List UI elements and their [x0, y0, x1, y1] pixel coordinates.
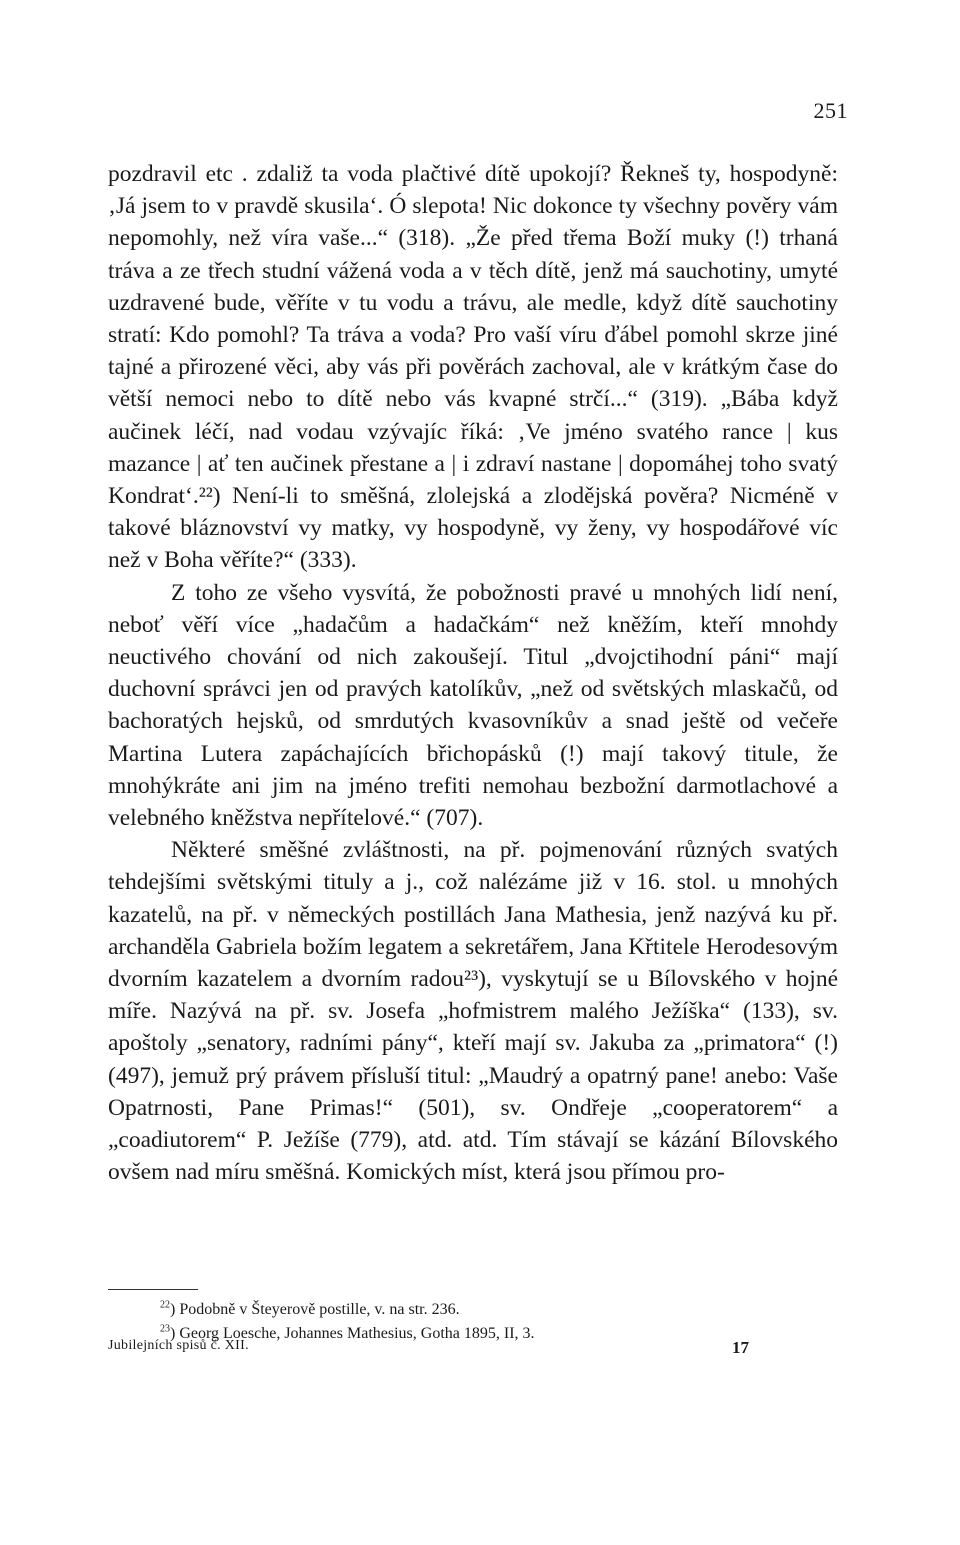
body-text [108, 158, 838, 1189]
footnote-divider [108, 1289, 198, 1290]
page-number: 251 [813, 98, 848, 123]
sheet-number: 17 [732, 1338, 749, 1357]
paragraph-1: pozdravil etc . zdaliž ta voda plačtivé dítě upokojí? Řekneš ty, hospodyně: ‚Já jsem to v pravdě skusila‘. Ó slepota! Nic dokonce ty všechny pověry vám nepomohly, než víra vaše...“ (318). „Že před třema Boží muky (!) trhaná tráva a ze třech studní vážená voda a v těch dítě, jenž má sauchotiny, umyté uzdravené bude, věříte v tu vodu a trávu, ale medle, když dítě sauchotiny stratí: Kdo pomohl? Ta tráva a voda? Pro vaší víru ďábel pomohl skrze jiné tajné a přirozené věci, aby vás při pověrách zachoval, ale v krátkým čase do větší nemoci nebo to dítě nebo vás kvapné strčí...“ (319). „Bába když aučinek léčí, nad vodau vzývajíc říká: ‚Ve jméno svatého rance | kus mazance | ať ten aučinek přestane a | i zdraví nastane | dopomáhej toho svatý Kondrat‘.²²) Není-li to směšná, zlolejská a zlodějská pověra? Nicméně v takové bláznovství vy matky, vy hospodyně, vy ženy, vy hospodářové víc než v Boha věříte?“ (333). [108, 161, 838, 574]
paragraph-3: Některé směšné zvláštnosti, na př. pojmenování různých svatých tehdejšími světskými tituly a j., což nalézáme již v 16. stol. u mnohých kazatelů, na př. v německých postillách Jana Mathesia, jenž nazývá ku př. archanděla Gabriela božím legatem a sekretářem, Jana Křtitele Herodesovým dvorním kazatelem a dvorním radou²³), vyskytují se u Bílovského v hojné míře. Nazývá na př. sv. Josefa „hofmistrem malého Ježíška“ (133), sv. apoštoly „senatory, radními pány“, kteří mají sv. Jakuba za „primatora“ (!) (497), jemuž prý právem přísluší titul: „Maudrý a opatrný pane! anebo: Vaše Opatrnosti, Pane Primas!“ (501), sv. Ondřeje „cooperatorem“ a „coadiutorem“ P. Ježíše (779), atd. atd. Tím stávají se kázání Bílovského ovšem nad míru směšná. Komických míst, která jsou přímou pro- [108, 837, 838, 1186]
footnote-text: ) Georg Loesche, Johannes Mathesius, Gotha 1895, II, 3. [170, 1325, 535, 1342]
footnote-text: ) Podobně v Šteyerově postille, v. na str. 236. [170, 1301, 460, 1318]
footnote-mark: 22 [160, 1299, 170, 1311]
paragraph-2: Z toho ze všeho vysvítá, že pobožnosti pravé u mnohých lidí není, neboť věří více „hadačům a hadačkám“ než kněžím, kteří mnohdy neuctivého chování od nich zakoušejí. Titul „dvojctihodní páni“ mají duchovní správci jen od pravých katolíkův, „než od světských mlaskačů, od bachoratých hejsků, od smrdutých kvasovníkův a snad ještě od večeře Martina Lutera zapáchajících břichopásků (!) mají takový titule, že mnohýkráte ani jim na jméno trefiti nemohau bezbožní darmotlachové a velebného kněžstva nepřítelové.“ (707). [108, 579, 838, 832]
footnote-22 [160, 1298, 840, 1322]
printer-signature: Jubilejních spisů č. XII. [108, 1338, 249, 1353]
footnote-mark: 23 [160, 1323, 170, 1335]
